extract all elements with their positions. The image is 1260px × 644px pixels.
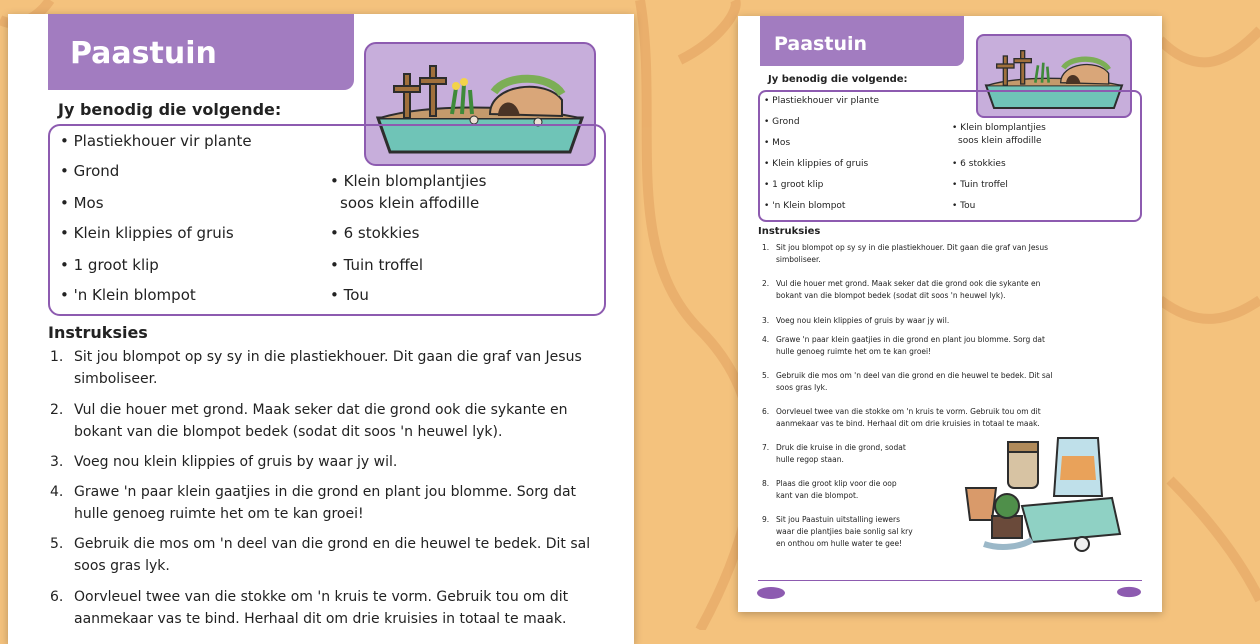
material-item: • Tuin troffel bbox=[330, 256, 424, 274]
step-text: soos gras lyk. bbox=[74, 558, 170, 574]
instruction-step bbox=[762, 370, 1142, 394]
step-text: aanmekaar vas te bind. Herhaal dit om drie kruisies in totaal te maak. bbox=[74, 611, 567, 627]
step-text: Plaas die groot klip voor die oop bbox=[776, 479, 897, 488]
step-text: Voeg nou klein klippies of gruis by waar jy wil. bbox=[74, 454, 398, 470]
instruction-step bbox=[50, 533, 610, 577]
step-number: 3. bbox=[762, 316, 770, 325]
step-text: Gebruik die mos om 'n deel van die grond en die heuwel te bedek. Dit sal bbox=[74, 536, 591, 552]
step-text: Grawe 'n paar klein gaatjies in die grond en plant jou blomme. Sorg dat bbox=[74, 484, 577, 500]
step-text: Gebruik die mos om 'n deel van die grond en die heuwel te bedek. Dit sal bbox=[776, 371, 1053, 380]
instructions-heading-small: Instruksies bbox=[758, 226, 821, 237]
material-item: • 1 groot klip bbox=[60, 256, 159, 274]
material-item-continued: soos klein affodille bbox=[958, 136, 1042, 146]
page-title-tab-small bbox=[760, 16, 964, 66]
publisher-logo-icon bbox=[756, 586, 786, 600]
footer-rule bbox=[758, 580, 1142, 581]
instruction-step bbox=[762, 278, 1142, 302]
instruction-step bbox=[50, 399, 610, 443]
step-text: soos gras lyk. bbox=[776, 383, 828, 392]
step-text: simboliseer. bbox=[776, 255, 821, 264]
step-text: hulle regop staan. bbox=[776, 455, 844, 464]
step-text: bokant van die blompot bedek (sodat dit soos 'n heuwel lyk). bbox=[776, 291, 1006, 300]
material-item: • Tuin troffel bbox=[952, 180, 1008, 190]
material-item: • Mos bbox=[60, 194, 104, 212]
instructions-heading: Instruksies bbox=[48, 323, 148, 342]
page-title-tab bbox=[48, 14, 354, 90]
worksheet-page-small bbox=[738, 16, 1162, 612]
material-item: • Grond bbox=[60, 162, 120, 180]
material-item-continued: soos klein affodille bbox=[340, 194, 480, 212]
instruction-step bbox=[50, 451, 610, 473]
step-text: hulle genoeg ruimte het om te kan groei! bbox=[74, 506, 364, 522]
material-item: • Mos bbox=[764, 138, 791, 148]
material-item: • 'n Klein blompot bbox=[764, 201, 846, 211]
step-number: 2. bbox=[762, 279, 770, 288]
step-number: 5. bbox=[50, 536, 64, 552]
step-text: Voeg nou klein klippies of gruis by waar jy wil. bbox=[776, 316, 950, 325]
step-number: 1. bbox=[762, 243, 770, 252]
garden-supplies-illustration bbox=[962, 436, 1132, 566]
step-text: Sit jou Paastuin uitstalling iewers bbox=[776, 515, 900, 524]
step-number: 5. bbox=[762, 371, 770, 380]
material-item: • Klein klippies of gruis bbox=[60, 224, 234, 242]
step-text: aanmekaar vas te bind. Herhaal dit om drie kruisies in totaal te maak. bbox=[776, 419, 1040, 428]
material-item: • Tou bbox=[330, 286, 369, 304]
step-text: waar die plantjies baie sonlig sal kry bbox=[776, 527, 913, 536]
instruction-step bbox=[762, 514, 972, 550]
publisher-logo-icon-right bbox=[1116, 586, 1142, 598]
step-text: Oorvleuel twee van die stokke om 'n kruis te vorm. Gebruik tou om dit bbox=[74, 589, 569, 605]
step-number: 2. bbox=[50, 402, 64, 418]
requirements-heading: Jy benodig die volgende: bbox=[58, 100, 282, 119]
step-text: Sit jou blompot op sy sy in die plastiekhouer. Dit gaan die graf van Jesus bbox=[74, 349, 582, 365]
material-item: • 'n Klein blompot bbox=[60, 286, 196, 304]
instruction-step bbox=[50, 481, 610, 525]
step-number: 1. bbox=[50, 349, 64, 365]
instruction-step bbox=[762, 478, 962, 502]
instruction-step bbox=[762, 334, 1142, 358]
step-text: Grawe 'n paar klein gaatjies in die grond en plant jou blomme. Sorg dat bbox=[776, 335, 1045, 344]
material-item: • 6 stokkies bbox=[330, 224, 420, 242]
requirements-heading-small: Jy benodig die volgende: bbox=[768, 74, 908, 85]
page-title: Paastuin bbox=[70, 36, 217, 71]
material-item: • Plastiekhouer vir plante bbox=[60, 132, 252, 150]
step-text: bokant van die blompot bedek (sodat dit soos 'n heuwel lyk). bbox=[74, 424, 503, 440]
material-item: • Plastiekhouer vir plante bbox=[764, 96, 879, 106]
step-number: 7. bbox=[762, 443, 770, 452]
material-item: • 6 stokkies bbox=[952, 159, 1006, 169]
step-number: 9. bbox=[762, 515, 770, 524]
instruction-step bbox=[50, 346, 610, 390]
step-number: 4. bbox=[50, 484, 64, 500]
instruction-step bbox=[762, 242, 1142, 266]
material-item: • 1 groot klip bbox=[764, 180, 824, 190]
step-text: Vul die houer met grond. Maak seker dat die grond ook die sykante en bbox=[776, 279, 1041, 288]
page-title-small: Paastuin bbox=[774, 33, 868, 55]
step-text: Oorvleuel twee van die stokke om 'n kruis te vorm. Gebruik tou om dit bbox=[776, 407, 1041, 416]
material-item: • Klein blomplantjies bbox=[952, 123, 1046, 133]
step-text: Druk die kruise in die grond, sodat bbox=[776, 443, 906, 452]
step-number: 6. bbox=[50, 589, 64, 605]
instruction-step bbox=[762, 315, 1142, 327]
step-number: 4. bbox=[762, 335, 770, 344]
step-text: hulle genoeg ruimte het om te kan groei! bbox=[776, 347, 932, 356]
instruction-step bbox=[762, 406, 1142, 430]
step-text: simboliseer. bbox=[74, 371, 158, 387]
step-text: Sit jou blompot op sy sy in die plastiekhouer. Dit gaan die graf van Jesus bbox=[776, 243, 1048, 252]
step-number: 3. bbox=[50, 454, 64, 470]
material-item: • Klein klippies of gruis bbox=[764, 159, 869, 169]
instruction-step bbox=[762, 442, 962, 466]
step-number: 6. bbox=[762, 407, 770, 416]
worksheet-page-large bbox=[8, 14, 634, 644]
step-text: kant van die blompot. bbox=[776, 491, 859, 500]
step-number: 8. bbox=[762, 479, 770, 488]
instruction-step bbox=[50, 586, 610, 630]
material-item: • Tou bbox=[952, 201, 976, 211]
material-item: • Klein blomplantjies bbox=[330, 172, 487, 190]
step-text: en onthou om hulle water te gee! bbox=[776, 539, 903, 548]
step-text: Vul die houer met grond. Maak seker dat die grond ook die sykante en bbox=[74, 402, 568, 418]
material-item: • Grond bbox=[764, 117, 800, 127]
